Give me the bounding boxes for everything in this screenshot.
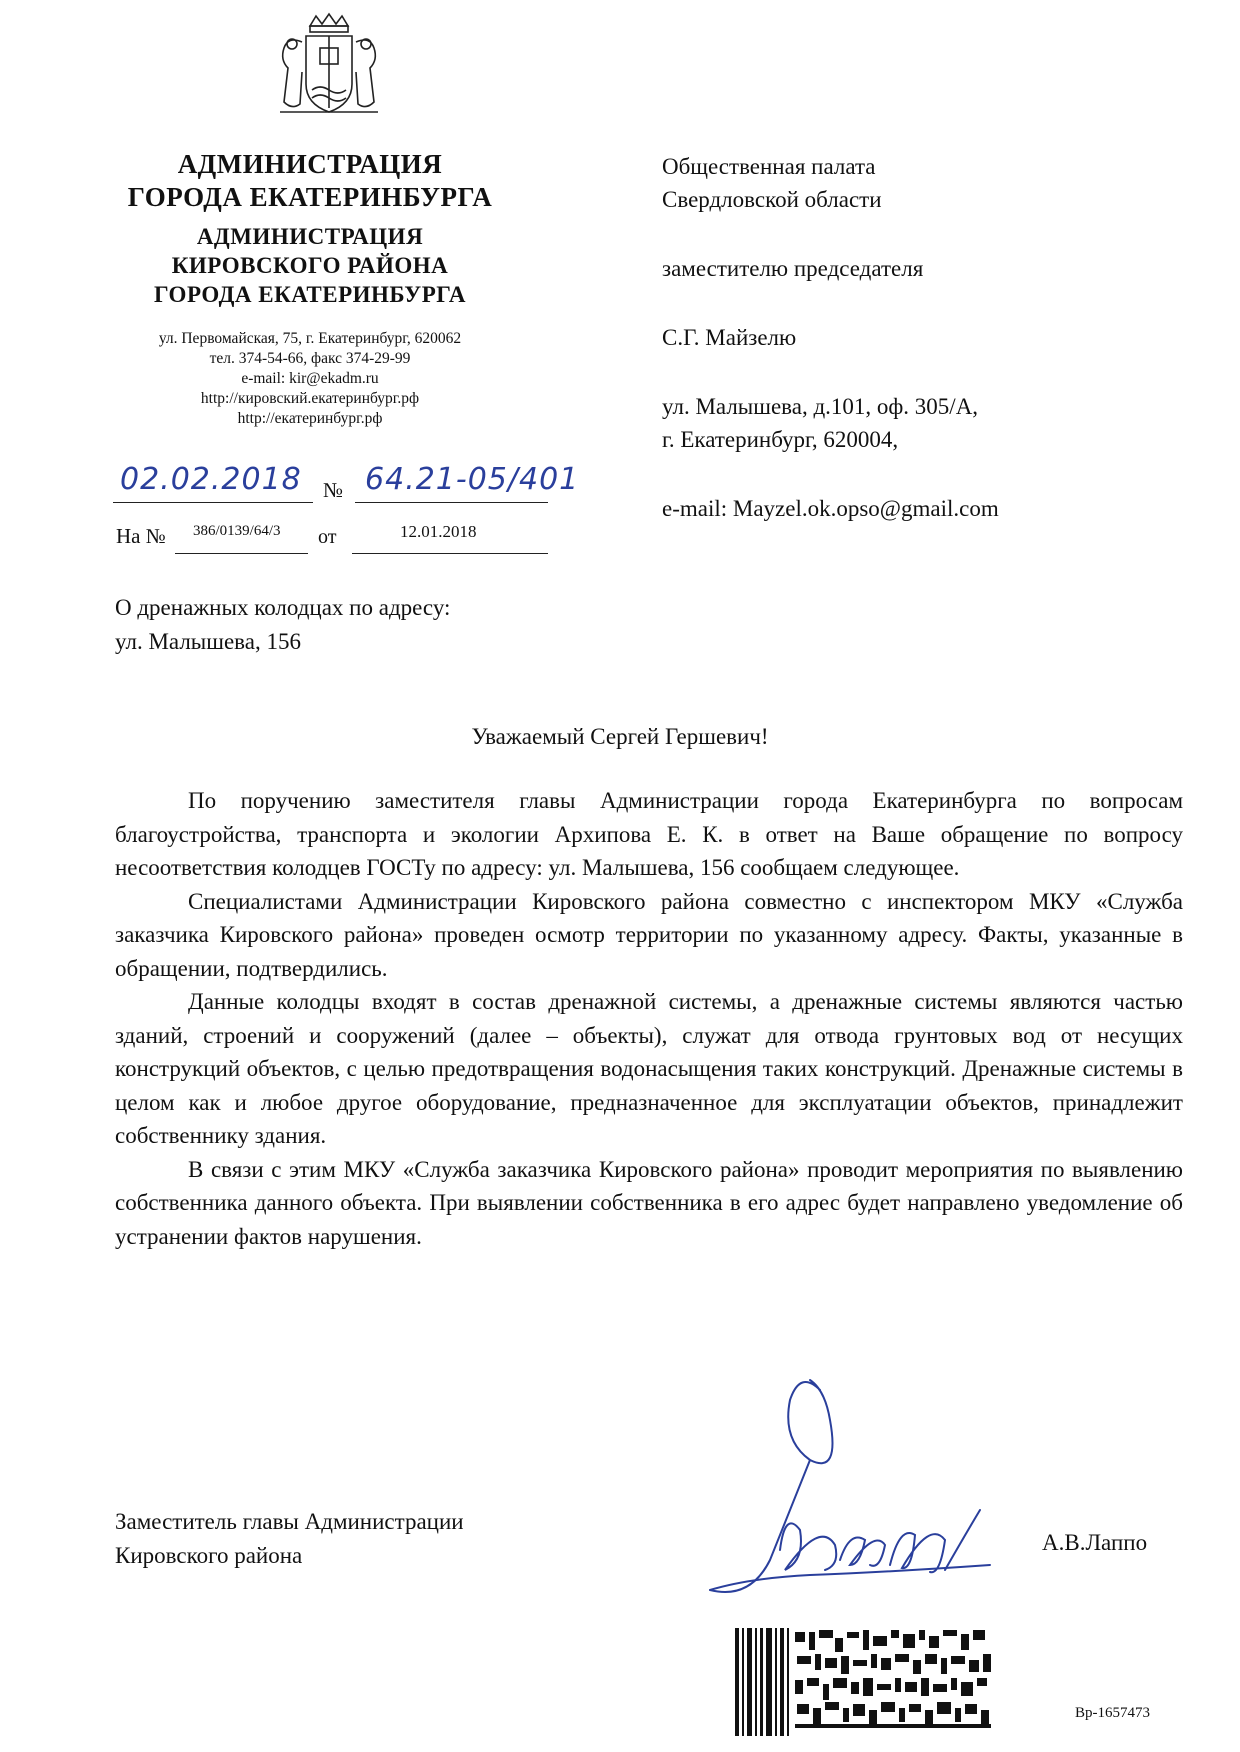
- recipient-address-2: г. Екатеринбург, 620004,: [662, 427, 899, 452]
- greeting: Уважаемый Сергей Гершевич!: [471, 724, 769, 749]
- registration-code: Вр-1657473: [1075, 1705, 1150, 1721]
- reply-to-number: 386/0139/64/3: [193, 523, 281, 539]
- contact-site-2: http://екатеринбург.рф: [237, 410, 383, 427]
- sub-line-1: АДМИНИСТРАЦИЯ: [196, 224, 424, 249]
- body-paragraph: В связи с этим МКУ «Служба заказчика Кировского района» проводит мероприятия по выявлению собственника данного объекта. При выявлении собственника в его адрес будет направлено уведомление об устранении фактов нарушения.: [115, 1156, 1183, 1249]
- number-underline: [355, 502, 548, 503]
- recipient-name: С.Г. Майзелю: [662, 325, 797, 350]
- date-underline: [113, 502, 313, 503]
- recipient-block: [662, 150, 999, 525]
- reply-number-underline: [175, 553, 308, 554]
- signer-name: А.В.Лаппо: [1042, 1530, 1148, 1555]
- org-line-2: ГОРОДА ЕКАТЕРИНБУРГА: [127, 182, 493, 212]
- document-barcode: [735, 1628, 993, 1736]
- signer-position-line-1: Заместитель главы Администрации: [115, 1509, 464, 1534]
- signer-position: [115, 1505, 464, 1573]
- body-paragraph: Специалистами Администрации Кировского района совместно с инспектором МКУ «Служба заказчика Кировского района» проведен осмотр территории по указанному адресу. Факты, указанные в обращении, подтвердились.: [115, 888, 1183, 981]
- sub-line-3: ГОРОДА ЕКАТЕРИНБУРГА: [154, 282, 466, 307]
- recipient-position: заместителю председателя: [662, 256, 924, 281]
- recipient-email: e-mail: Mayzel.ok.opso@gmail.com: [662, 496, 999, 521]
- handwritten-signature: [690, 1360, 1010, 1620]
- recipient-line-2: Свердловской области: [662, 187, 882, 212]
- contact-address: ул. Первомайская, 75, г. Екатеринбург, 620062: [158, 330, 462, 347]
- contact-email: e-mail: kir@ekadm.ru: [241, 370, 379, 387]
- letter-body: [115, 784, 1183, 1253]
- reply-to-label: На №: [116, 524, 166, 548]
- recipient-line-1: Общественная палата: [662, 154, 876, 179]
- signer-position-line-2: Кировского района: [115, 1543, 303, 1568]
- contact-phone: тел. 374-54-66, факс 374-29-99: [209, 350, 411, 367]
- city-coat-of-arms-emblem: [270, 12, 388, 120]
- body-paragraph: Данные колодцы входят в состав дренажной системы, а дренажные системы являются частью зданий, строений и сооружений (далее – объекты), служат для отвода грунтовых вод от несущих конструкций объектов, с целью предотвращения водонасыщения таких конструкций. Дренажные системы в целом как и любое другое оборудование, предназначенное для эксплуатации объектов, принадлежит собственнику здания.: [115, 989, 1183, 1148]
- from-label: от: [318, 526, 337, 548]
- letter-subject: [115, 591, 450, 659]
- organization-name: [90, 148, 530, 214]
- reply-to-date: 12.01.2018: [400, 522, 477, 541]
- org-line-1: АДМИНИСТРАЦИЯ: [177, 149, 443, 179]
- sub-line-2: КИРОВСКОГО РАЙОНА: [171, 253, 449, 278]
- outgoing-date: 02.02.2018: [120, 462, 302, 497]
- number-sign: №: [323, 478, 344, 502]
- reply-date-underline: [352, 553, 548, 554]
- subject-line-1: О дренажных колодцах по адресу:: [115, 595, 451, 620]
- subject-line-2: ул. Малышева, 156: [115, 629, 301, 654]
- contact-block: [90, 329, 530, 429]
- suborganization-name: [90, 222, 530, 309]
- recipient-address-1: ул. Малышева, д.101, оф. 305/А,: [662, 394, 979, 419]
- contact-site-1: http://кировский.екатеринбург.рф: [200, 390, 420, 407]
- body-paragraph: По поручению заместителя главы Администрации города Екатеринбурга по вопросам благоустройства, транспорта и экологии Архипова Е. К. в ответ на Ваше обращение по вопросу несоответствия колодцев ГОСТу по адресу: ул. Малышева, 156 сообщаем следующее.: [115, 788, 1183, 880]
- outgoing-number: 64.21-05/401: [365, 462, 580, 497]
